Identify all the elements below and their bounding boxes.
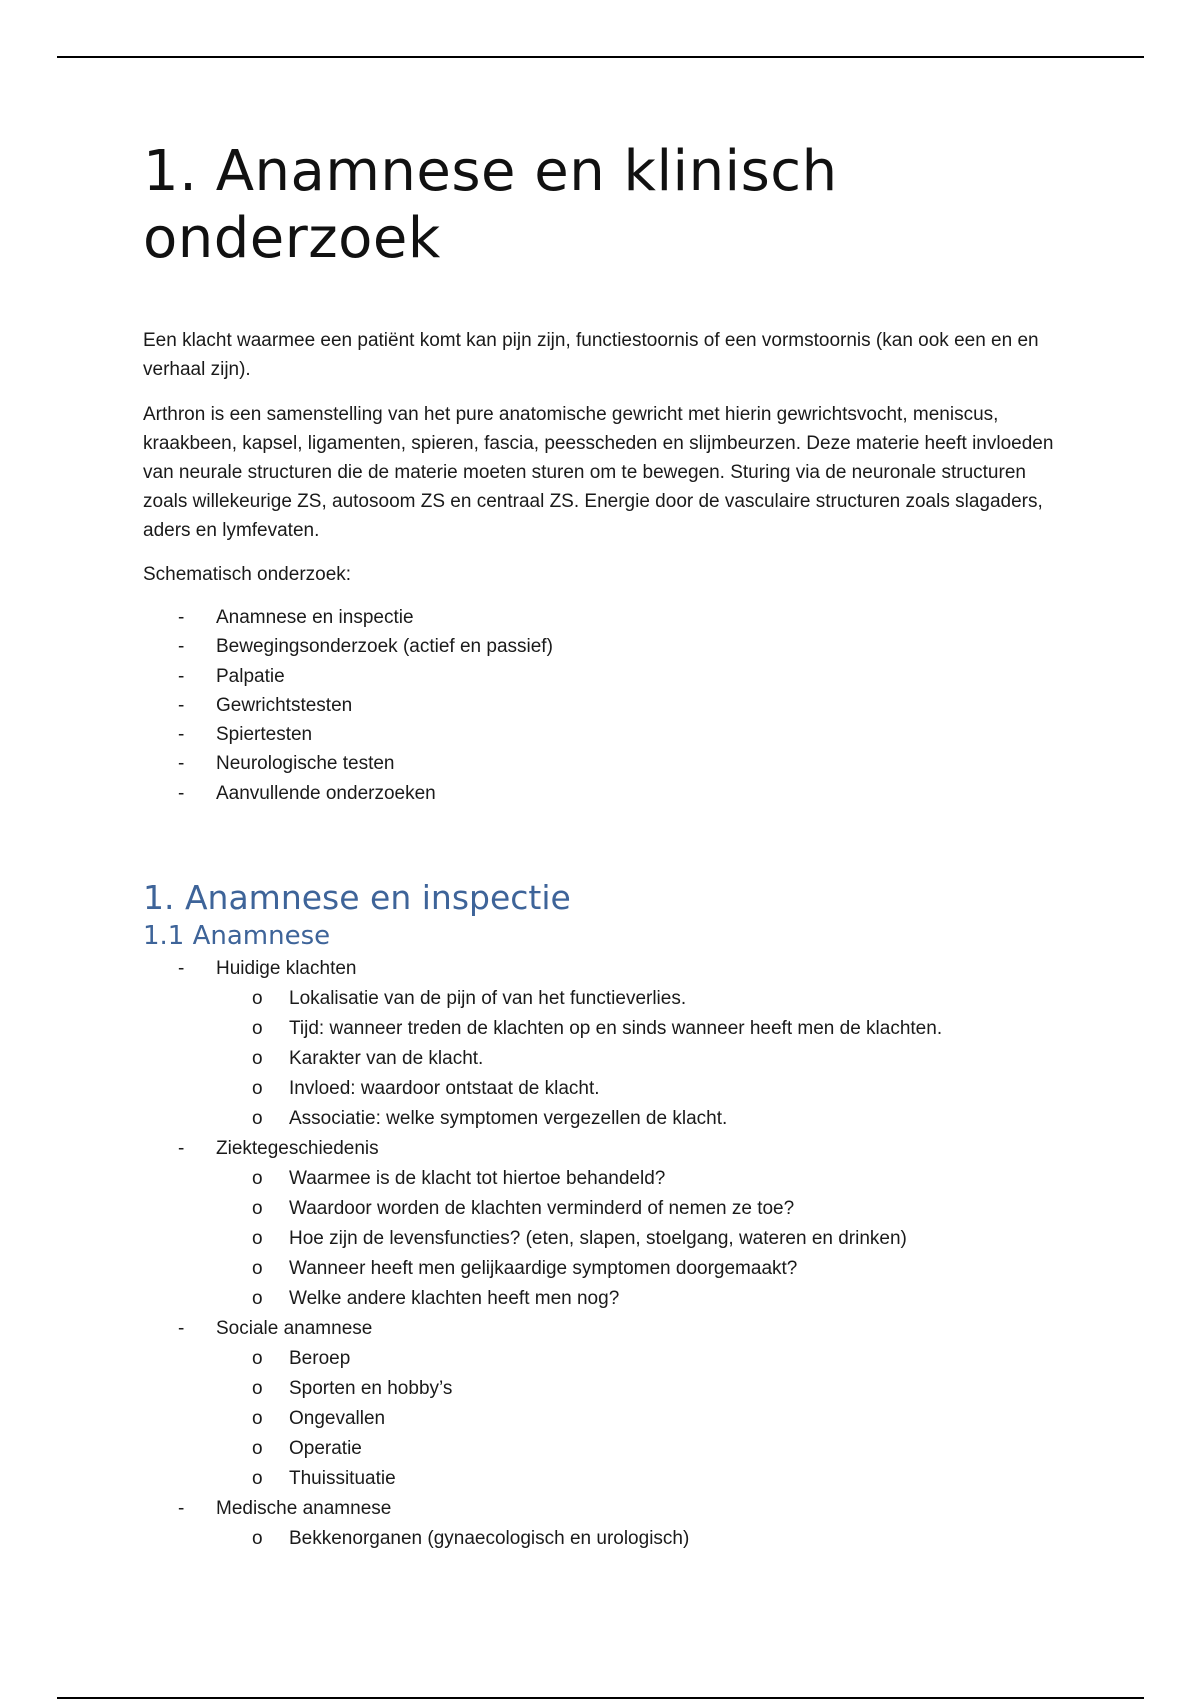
- list-item: - Anamnese en inspectie: [143, 603, 1063, 632]
- schema-list: [143, 603, 1063, 808]
- list-item: o Invloed: waardoor ontstaat de klacht.: [216, 1074, 1063, 1104]
- dash-bullet: -: [178, 636, 185, 658]
- list-item: o Welke andere klachten heeft men nog?: [216, 1284, 1063, 1314]
- list-item: o Wanneer heeft men gelijkaardige symptomen doorgemaakt?: [216, 1254, 1063, 1284]
- subsection-heading: 1.1 Anamnese: [143, 921, 331, 952]
- group-label: Medische anamnese: [216, 1498, 392, 1520]
- anamnese-group: [143, 954, 1063, 1134]
- o-bullet: o: [252, 1048, 263, 1070]
- page-bottom-rule: [57, 1697, 1144, 1699]
- group-label: Sociale anamnese: [216, 1318, 373, 1340]
- o-bullet: o: [252, 1468, 263, 1490]
- o-bullet: o: [252, 1378, 263, 1400]
- list-item: o Operatie: [216, 1434, 1063, 1464]
- dash-bullet: -: [178, 607, 185, 628]
- list-item: - Bewegingsonderzoek (actief en passief): [143, 632, 1063, 661]
- dash-bullet: -: [178, 782, 185, 804]
- sub-list: [216, 984, 1063, 1134]
- anamnese-group: [143, 1134, 1063, 1314]
- page-top-rule: [57, 56, 1144, 58]
- o-bullet: o: [252, 1108, 263, 1130]
- list-item: o Ongevallen: [216, 1404, 1063, 1434]
- list-item: o Waarmee is de klacht tot hiertoe behandeld?: [216, 1164, 1063, 1194]
- list-item: o Waardoor worden de klachten verminderd of nemen ze toe?: [216, 1194, 1063, 1224]
- list-item: o Bekkenorganen (gynaecologisch en urologisch): [216, 1524, 1063, 1554]
- list-item: o Tijd: wanneer treden de klachten op en sinds wanneer heeft men de klachten.: [216, 1014, 1063, 1044]
- dash-bullet: -: [178, 1318, 185, 1340]
- o-bullet: o: [252, 1228, 263, 1250]
- dash-bullet: -: [178, 753, 185, 775]
- sub-list: [216, 1524, 1063, 1554]
- o-bullet: o: [252, 1078, 263, 1100]
- dash-bullet: -: [178, 665, 185, 687]
- list-item: - Spiertesten: [143, 720, 1063, 749]
- list-item: o Associatie: welke symptomen vergezellen de klacht.: [216, 1104, 1063, 1134]
- o-bullet: o: [252, 1018, 263, 1040]
- list-item: o Karakter van de klacht.: [216, 1044, 1063, 1074]
- dash-bullet: -: [178, 724, 185, 746]
- o-bullet: o: [252, 1288, 263, 1310]
- list-item: o Sporten en hobby’s: [216, 1374, 1063, 1404]
- list-item: o Hoe zijn de levensfuncties? (eten, slapen, stoelgang, wateren en drinken): [216, 1224, 1063, 1254]
- document-title: 1. Anamnese en klinisch onderzoek: [143, 139, 838, 271]
- o-bullet: o: [252, 1348, 263, 1370]
- anamnese-list: [143, 954, 1063, 1554]
- o-bullet: o: [252, 1408, 263, 1430]
- o-bullet: o: [252, 1258, 263, 1280]
- group-label: Ziektegeschiedenis: [216, 1138, 379, 1160]
- o-bullet: o: [252, 1168, 263, 1190]
- arthron-paragraph: Arthron is een samenstelling van het pure anatomische gewricht met hierin gewrichtsvocht, meniscus, kraakbeen, kapsel, ligamenten, spieren, fascia, peesscheden en slijmbeurzen. Deze materie heeft invloeden van neurale structuren die de materie moeten sturen om te bewegen. Sturing via de neuronale structuren zoals willekeurige ZS, autosoom ZS en centraal ZS. Energie door de vasculaire structuren zoals slagaders, aders en lymfevaten.: [143, 404, 1054, 541]
- group-label: Huidige klachten: [216, 958, 357, 980]
- section-heading: 1. Anamnese en inspectie: [143, 878, 571, 918]
- list-item: o Thuissituatie: [216, 1464, 1063, 1494]
- document-page: [143, 138, 1063, 1554]
- list-item: - Palpatie: [143, 662, 1063, 691]
- dash-bullet: -: [178, 958, 185, 980]
- sub-list: [216, 1164, 1063, 1314]
- dash-bullet: -: [178, 1498, 185, 1520]
- intro-paragraph: Een klacht waarmee een patiënt komt kan pijn zijn, functiestoornis of een vormstoornis (kan ook een en en verhaal zijn).: [143, 330, 1039, 380]
- dash-bullet: -: [178, 1138, 185, 1160]
- list-item: - Neurologische testen: [143, 749, 1063, 778]
- anamnese-group: [143, 1494, 1063, 1554]
- anamnese-group: [143, 1314, 1063, 1494]
- schema-intro: Schematisch onderzoek:: [143, 564, 352, 585]
- o-bullet: o: [252, 988, 263, 1010]
- dash-bullet: -: [178, 694, 185, 716]
- o-bullet: o: [252, 1438, 263, 1460]
- o-bullet: o: [252, 1528, 263, 1550]
- o-bullet: o: [252, 1198, 263, 1220]
- list-item: - Gewrichtstesten: [143, 691, 1063, 720]
- list-item: o Beroep: [216, 1344, 1063, 1374]
- list-item: - Aanvullende onderzoeken: [143, 779, 1063, 808]
- sub-list: [216, 1344, 1063, 1494]
- list-item: o Lokalisatie van de pijn of van het functieverlies.: [216, 984, 1063, 1014]
